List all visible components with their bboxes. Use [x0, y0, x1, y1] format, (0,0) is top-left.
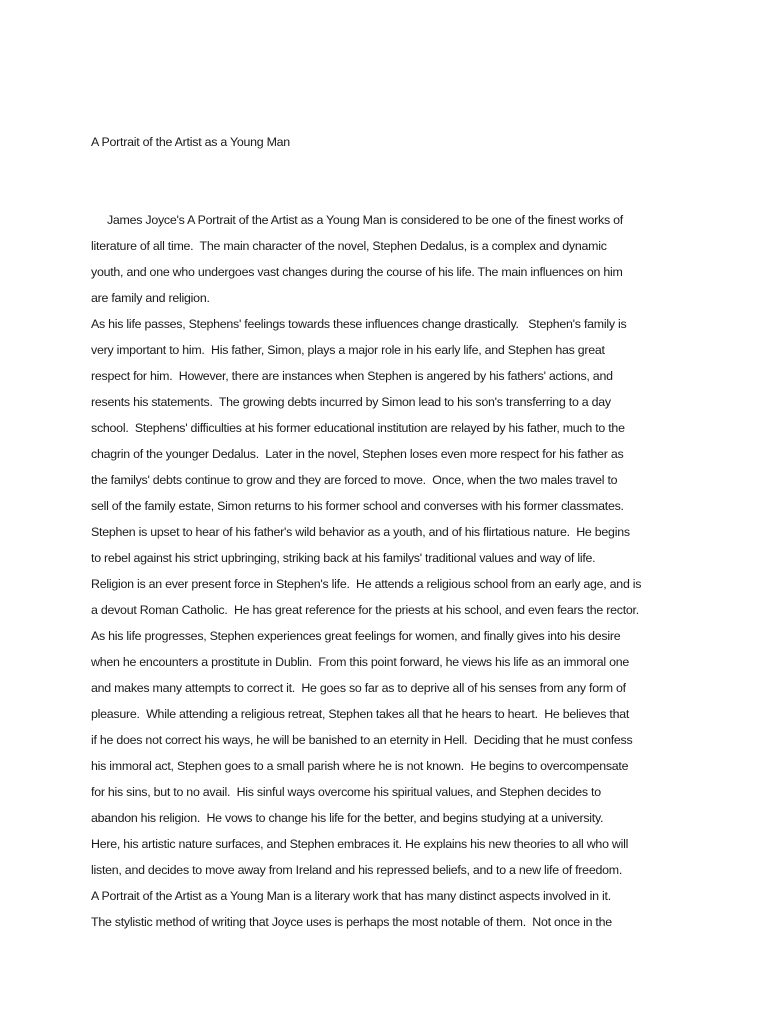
text-line: if he does not correct his ways, he will be banished to an eternity in Hell. Deciding that he must confess	[91, 733, 633, 747]
text-line: for his sins, but to no avail. His sinful ways overcome his spiritual values, and Stephen decides to	[91, 785, 601, 799]
text-line: his immoral act, Stephen goes to a small parish where he is not known. He begins to overcompensate	[91, 759, 629, 773]
text-line: Stephen is upset to hear of his father's wild behavior as a youth, and of his flirtatious nature. He begins	[91, 525, 630, 539]
text-line: pleasure. While attending a religious retreat, Stephen takes all that he hears to heart. He believes that	[91, 707, 630, 721]
text-line: and makes many attempts to correct it. He goes so far as to deprive all of his senses from any form of	[91, 681, 626, 695]
text-line: respect for him. However, there are instances when Stephen is angered by his fathers' actions, and	[91, 369, 613, 383]
text-line: chagrin of the younger Dedalus. Later in the novel, Stephen loses even more respect for his father as	[91, 447, 624, 461]
document-body	[91, 207, 691, 935]
text-line: As his life passes, Stephens' feelings towards these influences change drastically. Stephen's family is	[91, 317, 627, 331]
text-line: sell of the family estate, Simon returns to his former school and converses with his former classmates.	[91, 499, 624, 513]
text-line: abandon his religion. He vows to change his life for the better, and begins studying at a university.	[91, 811, 604, 825]
text-line: youth, and one who undergoes vast changes during the course of his life. The main influences on him	[91, 265, 623, 279]
text-line: The stylistic method of writing that Joyce uses is perhaps the most notable of them. Not once in the	[91, 915, 612, 929]
text-line: a devout Roman Catholic. He has great reference for the priests at his school, and even fears the rector.	[91, 603, 639, 617]
text-line: As his life progresses, Stephen experiences great feelings for women, and finally gives into his desire	[91, 629, 621, 643]
document-title: A Portrait of the Artist as a Young Man	[91, 135, 290, 149]
text-line: resents his statements. The growing debts incurred by Simon lead to his son's transferring to a day	[91, 395, 611, 409]
text-line: are family and religion.	[91, 291, 210, 305]
text-line: Here, his artistic nature surfaces, and Stephen embraces it. He explains his new theories to all who will	[91, 837, 629, 851]
text-line: A Portrait of the Artist as a Young Man is a literary work that has many distinct aspects involved in it.	[91, 889, 611, 903]
text-line: Religion is an ever present force in Stephen's life. He attends a religious school from an early age, and is	[91, 577, 642, 591]
text-line: James Joyce's A Portrait of the Artist as a Young Man is considered to be one of the finest works of	[91, 213, 623, 227]
text-line: listen, and decides to move away from Ireland and his repressed beliefs, and to a new life of freedom.	[91, 863, 623, 877]
text-line: the familys' debts continue to grow and they are forced to move. Once, when the two males travel to	[91, 473, 618, 487]
text-line: to rebel against his strict upbringing, striking back at his familys' traditional values and way of life.	[91, 551, 596, 565]
text-line: literature of all time. The main character of the novel, Stephen Dedalus, is a complex and dynamic	[91, 239, 607, 253]
text-line: very important to him. His father, Simon, plays a major role in his early life, and Stephen has great	[91, 343, 605, 357]
text-line: when he encounters a prostitute in Dublin. From this point forward, he views his life as an immoral one	[91, 655, 630, 669]
text-line: school. Stephens' difficulties at his former educational institution are relayed by his father, much to the	[91, 421, 625, 435]
